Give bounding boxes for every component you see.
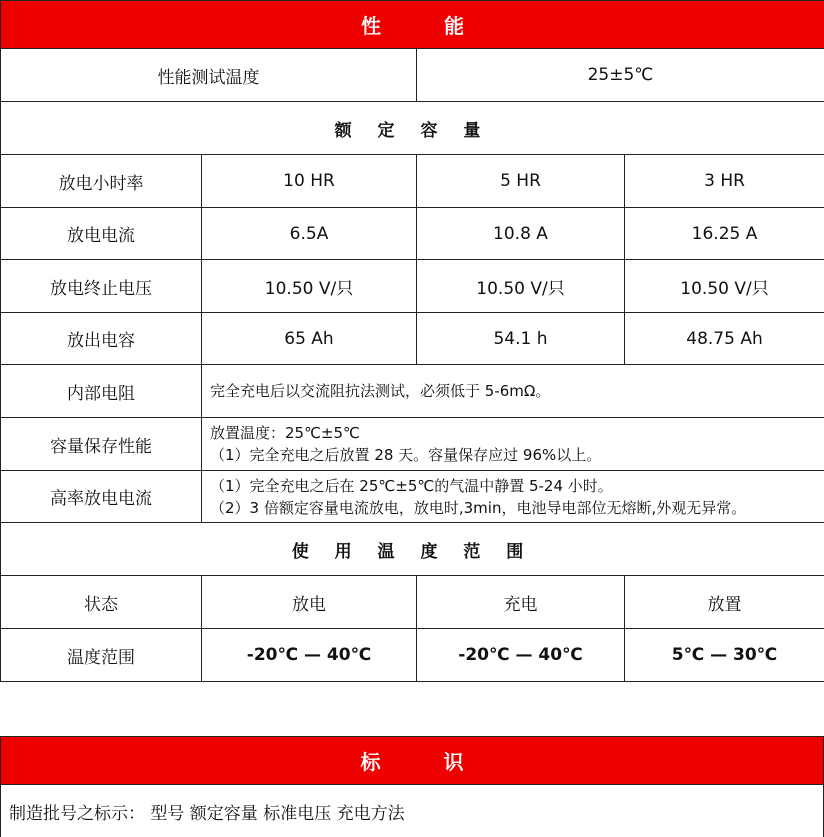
usage-row-label: 温度范围 — [1, 629, 202, 682]
rated-capacity-header: 额 定 容 量 — [1, 102, 824, 155]
capacity-retention-line1: 放置温度：25℃±5℃ — [210, 422, 824, 444]
cell: 16.25 A — [625, 208, 824, 260]
table-row — [1, 313, 824, 365]
test-temp-label: 性能测试温度 — [1, 49, 417, 102]
cell: 10 HR — [202, 155, 417, 208]
high-rate-line1: （1）完全充电之后在 25℃±5℃的气温中静置 5-24 小时。 — [210, 475, 824, 497]
marking-header: 标 识 — [1, 737, 824, 785]
cell: -20℃ — 40℃ — [417, 629, 625, 682]
cell: 54.1 h — [417, 313, 625, 365]
usage-temp-header: 使 用 温 度 范 围 — [1, 523, 824, 576]
table-row — [1, 629, 824, 682]
usage-header-state: 状态 — [1, 576, 202, 629]
row-label: 放电电流 — [1, 208, 202, 260]
table-row — [1, 155, 824, 208]
usage-header-storage: 放置 — [625, 576, 824, 629]
cell: 48.75 Ah — [625, 313, 824, 365]
high-rate-line2: （2）3 倍额定容量电流放电，放电时,3min，电池导电部位无熔断,外观无异常。 — [210, 497, 824, 519]
row-label: 放电小时率 — [1, 155, 202, 208]
table-row — [1, 208, 824, 260]
table-row — [1, 576, 824, 629]
marking-text: 制造批号之标示： 型号 额定容量 标准电压 充电方法 — [1, 785, 824, 837]
table-row — [1, 260, 824, 313]
cell: 6.5A — [202, 208, 417, 260]
cell: -20℃ — 40℃ — [202, 629, 417, 682]
performance-header: 性 能 — [1, 1, 824, 49]
cell: 10.50 V/只 — [625, 260, 824, 313]
capacity-retention-line2: （1）完全充电之后放置 28 天。容量保存应过 96%以上。 — [210, 444, 824, 466]
usage-header-discharge: 放电 — [202, 576, 417, 629]
usage-header-charge: 充电 — [417, 576, 625, 629]
high-rate-text — [202, 471, 824, 523]
capacity-retention-text — [202, 418, 824, 471]
cell: 10.50 V/只 — [202, 260, 417, 313]
cell: 3 HR — [625, 155, 824, 208]
cell: 10.8 A — [417, 208, 625, 260]
row-label: 放出电容 — [1, 313, 202, 365]
internal-resistance-text: 完全充电后以交流阻抗法测试，必须低于 5-6mΩ。 — [202, 365, 824, 418]
high-rate-label: 高率放电电流 — [1, 471, 202, 523]
cell: 5℃ — 30℃ — [625, 629, 824, 682]
row-label: 放电终止电压 — [1, 260, 202, 313]
internal-resistance-label: 内部电阻 — [1, 365, 202, 418]
cell: 5 HR — [417, 155, 625, 208]
capacity-retention-label: 容量保存性能 — [1, 418, 202, 471]
cell: 10.50 V/只 — [417, 260, 625, 313]
cell: 65 Ah — [202, 313, 417, 365]
test-temp-value: 25±5℃ — [417, 49, 824, 102]
marking-table — [0, 736, 824, 837]
